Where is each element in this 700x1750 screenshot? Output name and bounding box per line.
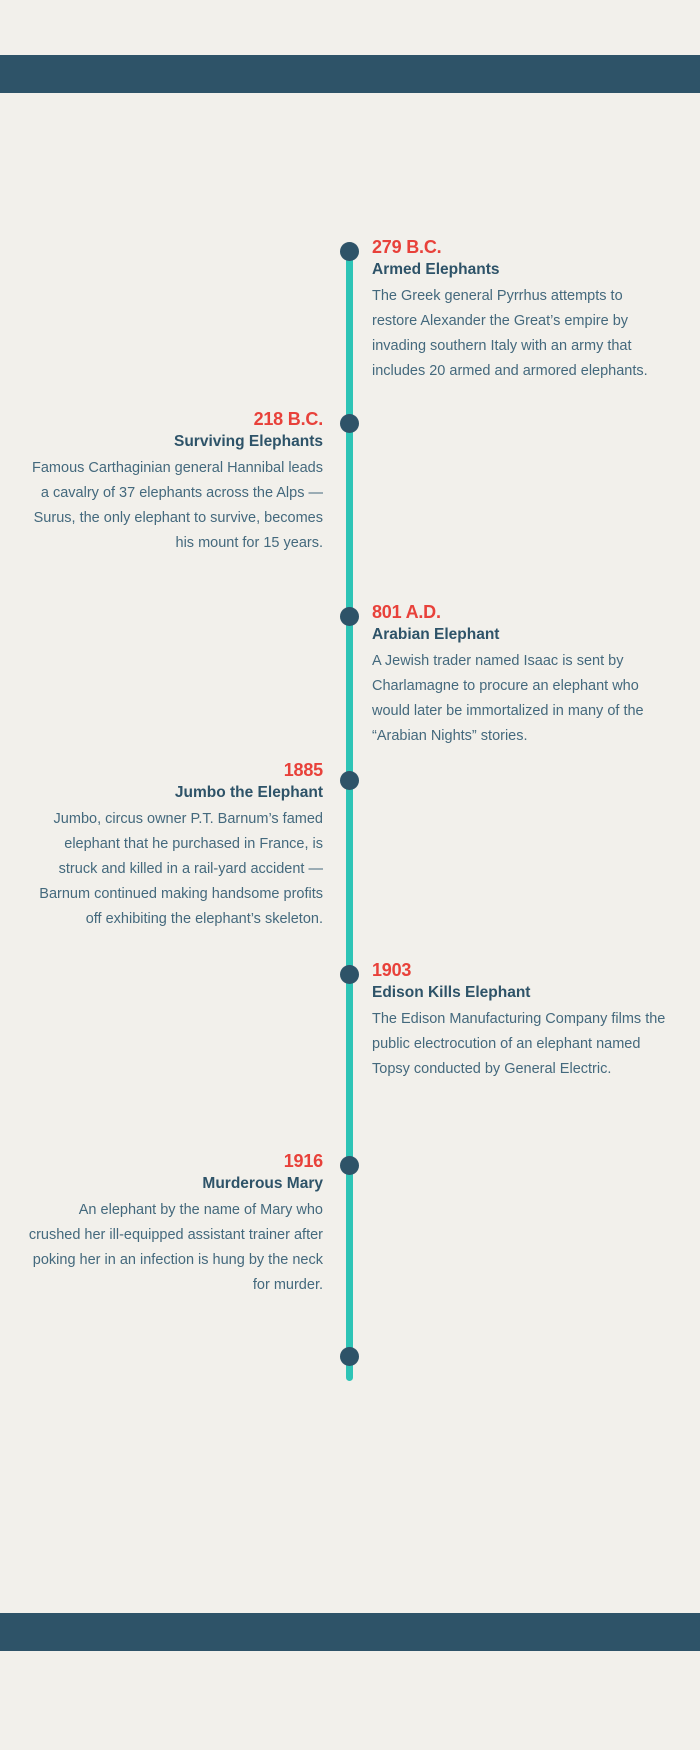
event-headline: Murderous Mary — [202, 1175, 323, 1192]
timeline-dot — [340, 1156, 359, 1175]
timeline-entry — [28, 759, 323, 932]
timeline-end-dot — [340, 1347, 359, 1366]
event-headline: Jumbo the Elephant — [174, 784, 323, 801]
event-text: Famous Carthaginian general Hannibal leads a cavalry of 37 elephants across the Alps — Surus, the only elephant to survive, becomes his mount for 15 years. — [32, 460, 323, 551]
event-text: Jumbo, circus owner P.T. Barnum’s famed elephant that he purchased in France, is struck and killed in a rail-yard accident — Barnum continued making handsome profits off exhibiting the elephant’s skeleton. — [39, 811, 323, 927]
event-text: The Greek general Pyrrhus attempts to restore Alexander the Great’s empire by invading southern Italy with an army that includes 20 armed and armored elephants. — [372, 288, 648, 379]
event-headline: Arabian Elephant — [372, 626, 500, 643]
timeline-entry — [28, 408, 323, 556]
event-text: An elephant by the name of Mary who crushed her ill-equipped assistant trainer after poking her in an infection is hung by the neck for murder. — [28, 1202, 323, 1293]
timeline-dot — [340, 607, 359, 626]
timeline-container — [0, 93, 700, 1613]
event-year: 218 B.C. — [253, 409, 323, 429]
event-headline: Surviving Elephants — [173, 433, 323, 450]
event-year: 1916 — [283, 1151, 323, 1171]
top-banner-bar — [0, 55, 700, 93]
timeline-dot — [340, 242, 359, 261]
timeline-dot — [340, 771, 359, 790]
event-headline: Armed Elephants — [372, 261, 500, 278]
timeline-entry — [28, 1150, 323, 1298]
event-year: 279 B.C. — [372, 237, 442, 257]
event-headline: Edison Kills Elephant — [372, 984, 531, 1001]
timeline-dot — [340, 414, 359, 433]
event-year: 1885 — [283, 760, 323, 780]
event-year: 801 A.D. — [372, 602, 441, 622]
event-text: A Jewish trader named Isaac is sent by Charlamagne to procure an elephant who would later be immortalized in many of the “Arabian Nights” stories. — [372, 653, 644, 744]
timeline-dot — [340, 965, 359, 984]
timeline-entry — [372, 959, 667, 1082]
event-year: 1903 — [372, 960, 412, 980]
timeline-entry — [372, 601, 667, 749]
event-text: The Edison Manufacturing Company films the public electrocution of an elephant named Topsy conducted by General Electric. — [372, 1011, 666, 1077]
bottom-banner-bar — [0, 1613, 700, 1651]
timeline-entry — [372, 236, 667, 384]
